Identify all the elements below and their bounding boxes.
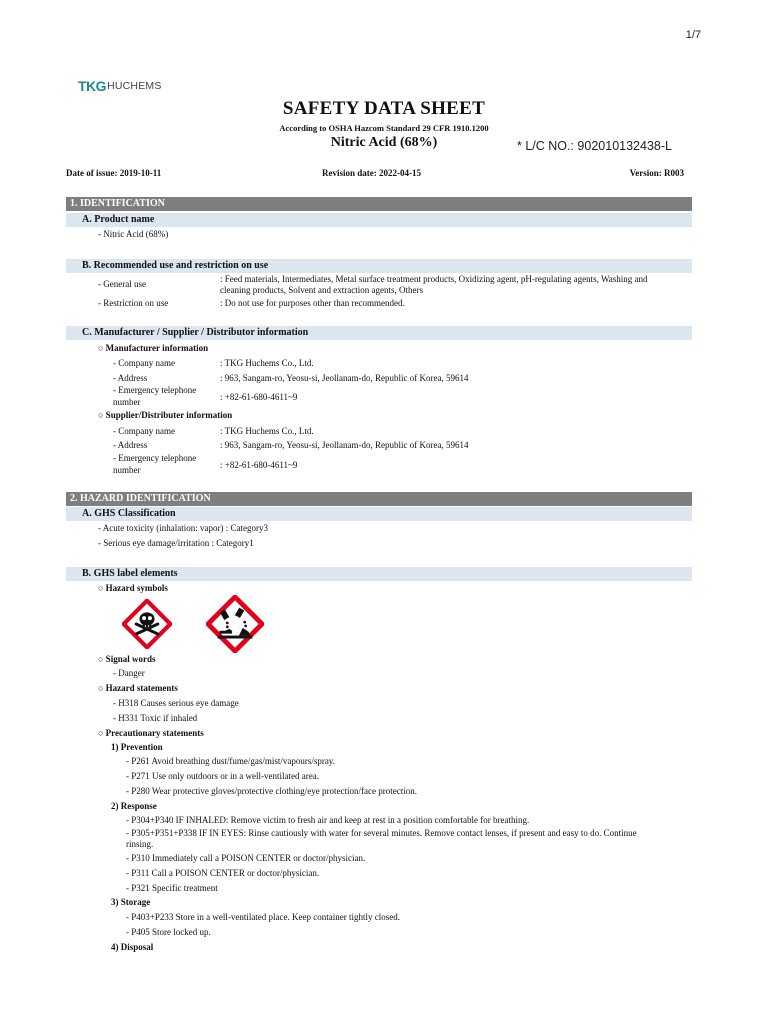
section-2b-heading: B. GHS label elements <box>66 567 692 581</box>
p321-statement: - P321 Specific treatment <box>126 883 218 893</box>
phone-label-cont: number <box>113 397 141 407</box>
p304-statement: - P304+P340 IF INHALED: Remove victim to fresh air and keep at rest in a position comfortable for breathing. <box>126 815 530 825</box>
document-title: SAFETY DATA SHEET <box>282 98 486 119</box>
disposal-heading: 4) Disposal <box>111 942 154 952</box>
lc-number: * L/C NO.: 902010132438-L <box>517 139 672 153</box>
p261-statement: - P261 Avoid breathing dust/fume/gas/mist/vapours/spray. <box>126 756 335 766</box>
restriction-label: - Restriction on use <box>98 298 169 308</box>
page-number: 1/7 <box>685 29 701 41</box>
classification-1: - Acute toxicity (inhalation: vapor) : Category3 <box>98 523 268 533</box>
response-heading: 2) Response <box>111 801 157 811</box>
h331-statement: - H331 Toxic if inhaled <box>113 713 198 723</box>
restriction-value: : Do not use for purposes other than recommended. <box>220 298 405 308</box>
supplier-phone-label-cont: number <box>113 465 141 475</box>
supplier-company-label: - Company name <box>113 426 175 436</box>
hazard-statements-heading: ○ Hazard statements <box>98 683 178 693</box>
h318-statement: - H318 Causes serious eye damage <box>113 698 239 708</box>
section-2-heading: 2. HAZARD IDENTIFICATION <box>66 492 692 506</box>
signal-words-heading: ○ Signal words <box>98 654 156 664</box>
storage-heading: 3) Storage <box>111 897 151 907</box>
company-name-label: - Company name <box>113 358 175 368</box>
supplier-phone-label: - Emergency telephone <box>113 453 197 463</box>
section-1b-heading: B. Recommended use and restriction on use <box>66 259 692 273</box>
supplier-phone-value: : +82-61-680-4611~9 <box>220 460 298 470</box>
revision-date: Revision date: 2022-04-15 <box>322 168 421 178</box>
prevention-heading: 1) Prevention <box>111 742 163 752</box>
supplier-company-value: : TKG Huchems Co., Ltd. <box>220 426 314 436</box>
phone-label: - Emergency telephone <box>113 385 197 395</box>
signal-word-danger: - Danger <box>113 668 145 678</box>
manufacturer-heading: ○ Manufacturer information <box>98 343 209 353</box>
general-use-label: - General use <box>98 279 146 289</box>
logo-huchems: HUCHEMS <box>107 80 162 92</box>
supplier-heading: ○ Supplier/Distributer information <box>98 410 233 420</box>
logo-tkg: TKG <box>78 78 107 94</box>
classification-2: - Serious eye damage/irritation : Category1 <box>98 538 254 548</box>
skull-crossbones-icon <box>122 599 172 649</box>
company-name-value: : TKG Huchems Co., Ltd. <box>220 358 314 368</box>
phone-value: : +82-61-680-4611~9 <box>220 392 298 402</box>
date-of-issue: Date of issue: 2019-10-11 <box>66 168 162 178</box>
section-1c-heading: C. Manufacturer / Supplier / Distributor information <box>66 326 692 340</box>
p311-statement: - P311 Call a POISON CENTER or doctor/physician. <box>126 868 320 878</box>
p403-statement: - P403+P233 Store in a well-ventilated place. Keep container tightly closed. <box>126 912 401 922</box>
general-use-value: : Feed materials, Intermediates, Metal surface treatment products, Oxidizing agent, pH-regulating agents, Washing and cleaning products, Solvent and extraction agents, Others <box>220 274 648 295</box>
p271-statement: - P271 Use only outdoors or in a well-ventilated area. <box>126 771 319 781</box>
precautionary-heading: ○ Precautionary statements <box>98 728 204 738</box>
supplier-address-label: - Address <box>113 440 148 450</box>
p405-statement: - P405 Store locked up. <box>126 927 211 937</box>
p305-statement: - P305+P351+P338 IF IN EYES: Rinse cautiously with water for several minutes. Remove contact lenses, if present and easy to do. Continue rinsing. <box>126 828 637 849</box>
product-name: - Nitric Acid (68%) <box>98 229 169 239</box>
p280-statement: - P280 Wear protective gloves/protective clothing/eye protection/face protection. <box>126 786 418 796</box>
section-1a-heading: A. Product name <box>66 213 692 227</box>
p310-statement: - P310 Immediately call a POISON CENTER or doctor/physician. <box>126 853 366 863</box>
company-logo <box>78 78 162 94</box>
version: Version: R003 <box>629 168 684 178</box>
address-label: - Address <box>113 373 148 383</box>
product-title: Nitric Acid (68%) <box>330 135 438 150</box>
section-2a-heading: A. GHS Classification <box>66 507 692 521</box>
supplier-address-value: : 963, Sangam-ro, Yeosu-si, Jeollanam-do, Republic of Korea, 59614 <box>220 440 469 450</box>
address-value: : 963, Sangam-ro, Yeosu-si, Jeollanam-do, Republic of Korea, 59614 <box>220 373 469 383</box>
corrosion-icon <box>206 595 264 653</box>
section-1-heading: 1. IDENTIFICATION <box>66 197 692 211</box>
hazard-symbols-heading: ○ Hazard symbols <box>98 583 168 593</box>
standard-reference: According to OSHA Hazcom Standard 29 CFR 1910.1200 <box>279 123 489 133</box>
